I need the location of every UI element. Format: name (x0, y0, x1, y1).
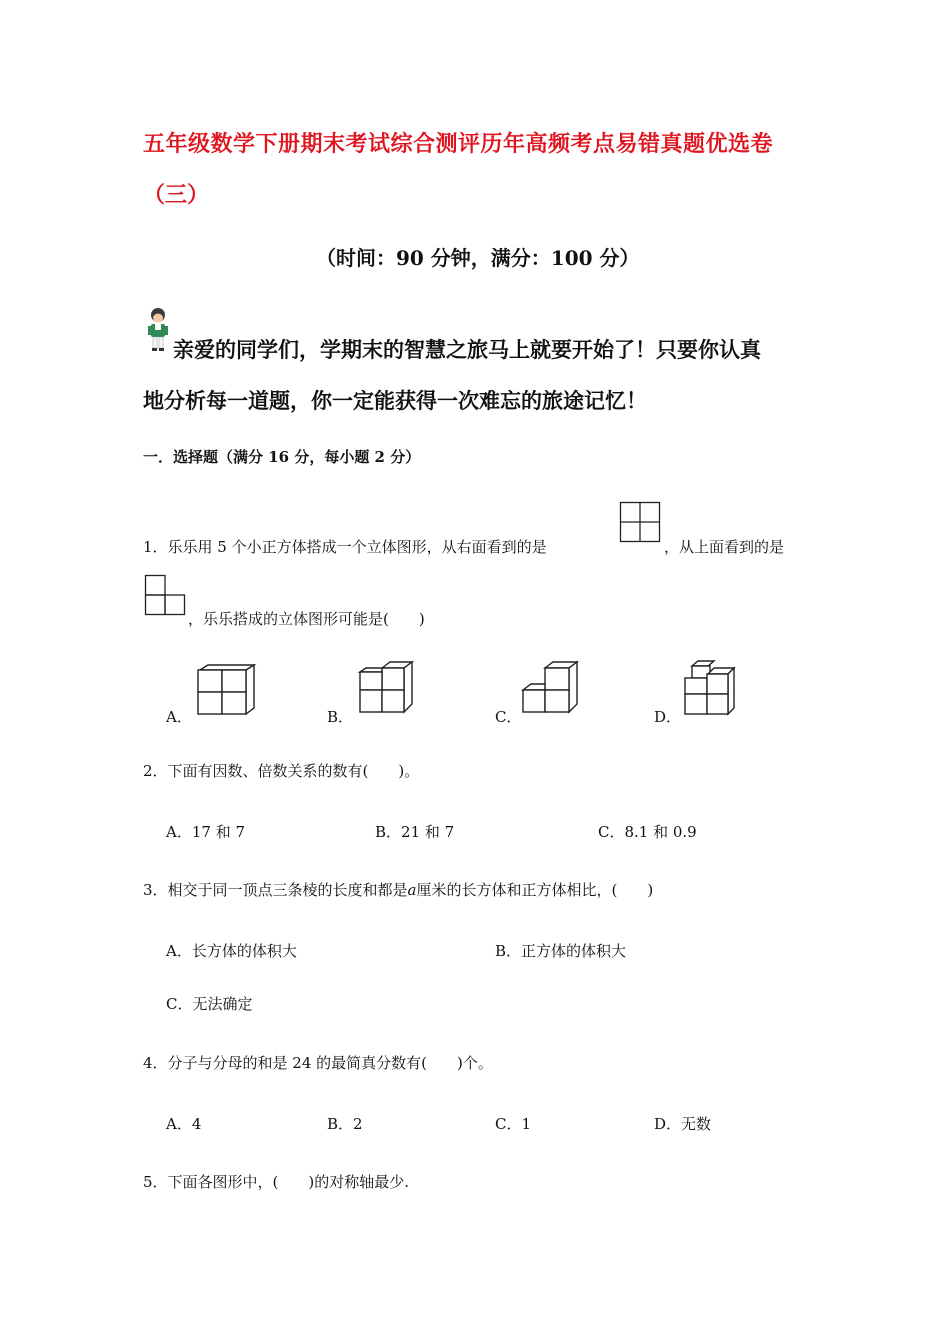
q2-option-c[interactable]: C．8.1 和 0.9 (598, 823, 697, 841)
q1-option-d-cubes-icon[interactable] (682, 660, 738, 716)
q1-option-b-cubes-icon[interactable] (356, 660, 416, 716)
q3-option-b[interactable]: B．正方体的体积大 (495, 942, 627, 960)
top-view-grid-icon (145, 575, 185, 615)
q1-option-a-label[interactable]: A． (166, 708, 192, 726)
q1-option-b-label[interactable]: B． (327, 708, 354, 726)
q3-option-c[interactable]: C．无法确定 (166, 995, 253, 1013)
q3-text-after: 厘米的长方体和正方体相比，( ) (416, 881, 654, 899)
intro-line2: 地分析每一道题，你一定能获得一次难忘的旅途记忆！ (143, 388, 647, 413)
q3-text (143, 879, 653, 900)
q3-text-before: 3．相交于同一顶点三条棱的长度和都是 (143, 881, 408, 899)
q2-option-b[interactable]: B．21 和 7 (375, 823, 455, 841)
document-title-line1: 五年级数学下册期末考试综合测评历年高频考点易错真题优选卷 (143, 131, 774, 157)
q5-text: 5．下面各图形中，( )的对称轴最少. (143, 1173, 410, 1191)
q4-option-b[interactable]: B．2 (327, 1115, 363, 1133)
q1-option-c-cubes-icon[interactable] (521, 660, 581, 716)
q1-text-part2: ，从上面看到的是 (664, 538, 785, 556)
q1-option-d-label[interactable]: D． (654, 708, 682, 726)
q4-option-d[interactable]: D．无数 (654, 1115, 712, 1133)
q2-option-a[interactable]: A．17 和 7 (166, 823, 245, 841)
q4-option-c[interactable]: C．1 (495, 1115, 532, 1133)
student-mascot-icon (146, 307, 170, 353)
q3-variable-a: a (407, 881, 417, 899)
right-view-grid-icon (620, 502, 660, 542)
q1-text-part1: 1．乐乐用 5 个小正方体搭成一个立体图形，从右面看到的是 (143, 538, 547, 556)
intro-line1: 亲爱的同学们，学期末的智慧之旅马上就要开始了！只要你认真 (173, 337, 761, 362)
exam-time-score: （时间：90 分钟，满分：100 分） (316, 246, 640, 270)
q2-text: 2．下面有因数、倍数关系的数有( )。 (143, 762, 420, 780)
q3-option-a[interactable]: A．长方体的体积大 (166, 942, 297, 960)
q1-option-a-cubes-icon[interactable] (194, 664, 260, 716)
q4-text: 4．分子与分母的和是 24 的最简真分数有( )个。 (143, 1054, 493, 1072)
q1-text-part3: ，乐乐搭成的立体图形可能是( ) (188, 610, 425, 628)
q4-option-a[interactable]: A．4 (166, 1115, 202, 1133)
document-title-line2: （三） (143, 182, 210, 208)
q1-option-c-label[interactable]: C． (495, 708, 522, 726)
section-heading-choice: 一．选择题（满分 16 分，每小题 2 分） (143, 448, 421, 466)
